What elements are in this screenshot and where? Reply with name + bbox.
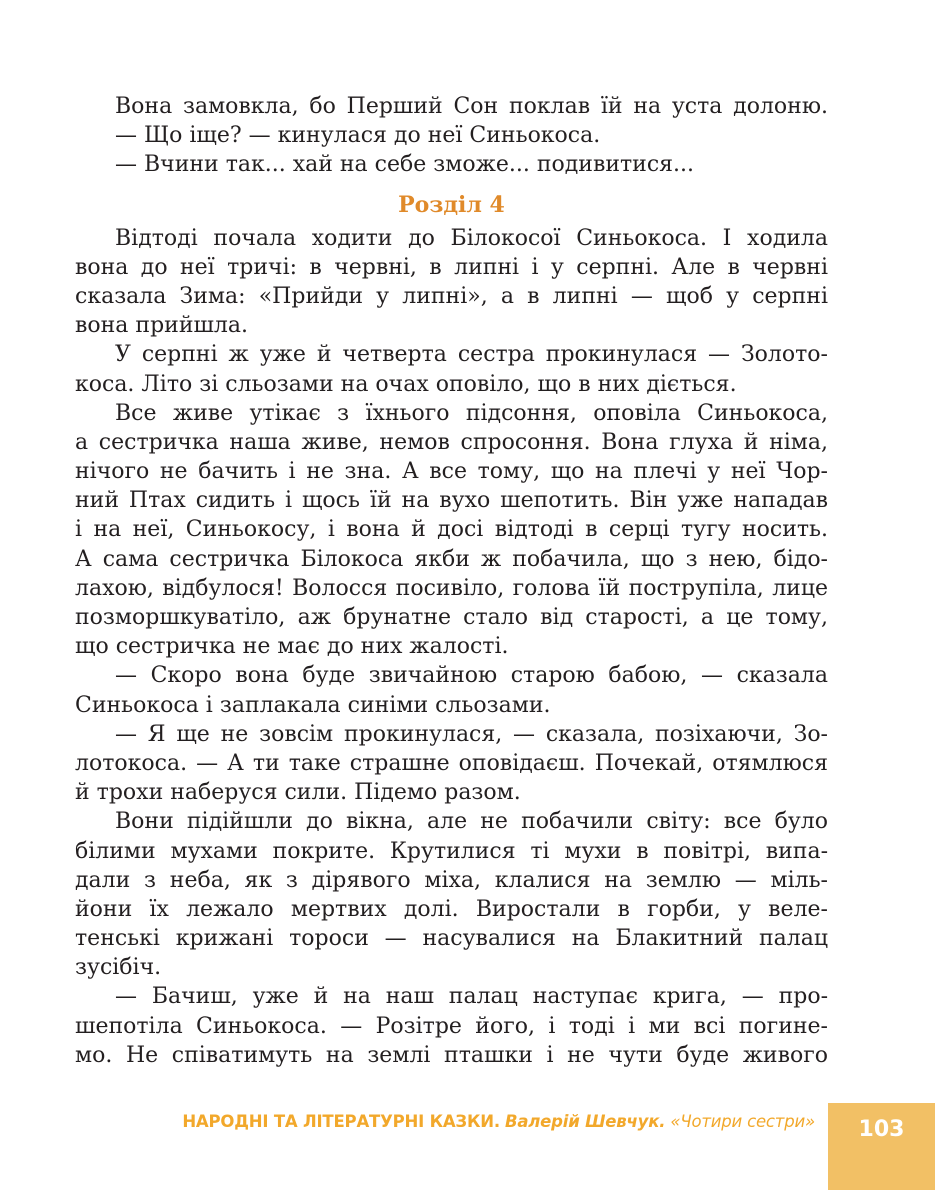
text-line: А сама сестричка Білокоса якби ж побачила, що з нею, бідо- xyxy=(75,546,828,572)
text-line: мо. Не співатимуть на землі пташки і не чути буде живого xyxy=(75,1042,828,1068)
text-line: і на неї, Синьокосу, і вона й досі відтоді в серці тугу носить. xyxy=(75,517,828,543)
footer-author: Валерій Шевчук. xyxy=(504,1112,666,1131)
text-line: — Скоро вона буде звичайною старою бабою, — сказала xyxy=(115,663,828,689)
text-line: — Що іще? — кинулася до неї Синьокоса. xyxy=(115,123,601,149)
text-line: сказала Зима: «Прийди у липні», а в липні — щоб у серпні xyxy=(75,283,828,309)
text-line: Відтоді почала ходити до Білокосої Синьокоса. І ходила xyxy=(115,225,828,251)
text-line: Вони підійшли до вікна, але не побачили світу: все було xyxy=(115,809,828,835)
text-line: У серпні ж уже й четверта сестра прокинулася — Золото- xyxy=(115,342,828,368)
running-footer xyxy=(0,1112,815,1131)
text-line: тенські крижані тороси — насувалися на Блакитний палац xyxy=(75,926,828,952)
footer-work-title: «Чотири сестри» xyxy=(670,1112,815,1131)
text-line: — Вчини так... хай на себе зможе... подивитися... xyxy=(115,152,695,178)
text-line: позморшкуватіло, аж брунатне стало від старості, а це тому, xyxy=(75,605,828,630)
section-title: Розділ 4 xyxy=(398,191,505,218)
text-line: й трохи наберуся сили. Підемо разом. xyxy=(75,780,521,806)
text-line: — Бачиш, уже й на наш палац наступає крига, — про- xyxy=(115,984,828,1010)
text-line: Вона замовкла, бо Перший Сон поклав їй на уста долоню. xyxy=(115,94,828,119)
text-line: зусібіч. xyxy=(75,955,162,981)
text-line: шепотіла Синьокоса. — Розітре його, і тоді і ми всі погине- xyxy=(75,1013,828,1039)
text-line: лахою, відбулося! Волосся посивіло, голова їй пострупіла, лице xyxy=(75,575,828,601)
text-line: йони їх лежало мертвих долі. Виростали в горби, у веле- xyxy=(75,896,828,922)
text-line: коса. Літо зі сльозами на очах оповіло, що в них діється. xyxy=(75,371,737,397)
text-line: вона до неї тричі: в червні, в липні і у серпні. Але в червні xyxy=(75,254,828,280)
text-line: лотокоса. — А ти таке страшне оповідаєш. Почекай, отямлюся xyxy=(75,750,828,776)
page-number-box xyxy=(828,1103,935,1190)
text-line: Все живе утікає з їхнього підсоння, оповіла Синьокоса, xyxy=(115,400,828,426)
page-number: 103 xyxy=(858,1117,905,1142)
footer-section: НАРОДНІ ТА ЛІТЕРАТУРНІ КАЗКИ. xyxy=(182,1112,500,1131)
text-line: білими мухами покрите. Крутилися ті мухи в повітрі, випа- xyxy=(75,838,828,864)
text-line: дали з неба, як з дірявого міха, клалися на землю — міль- xyxy=(75,867,828,893)
main-text xyxy=(75,92,828,1070)
text-line: нічого не бачить і не зна. А все тому, що на плечі у неї Чор- xyxy=(75,459,828,485)
text-line: вона прийшла. xyxy=(75,313,249,339)
text-line: — Я ще не зовсім прокинулася, — сказала, позіхаючи, Зо- xyxy=(115,721,828,747)
text-line: Синьокоса і заплакала синіми сльозами. xyxy=(75,692,551,718)
text-line: що сестричка не має до них жалості. xyxy=(75,634,509,660)
text-line: ний Птах сидить і щось їй на вухо шепотить. Він уже нападав xyxy=(75,488,828,514)
text-line: а сестричка наша живе, немов спросоння. Вона глуха й німа, xyxy=(75,429,828,455)
